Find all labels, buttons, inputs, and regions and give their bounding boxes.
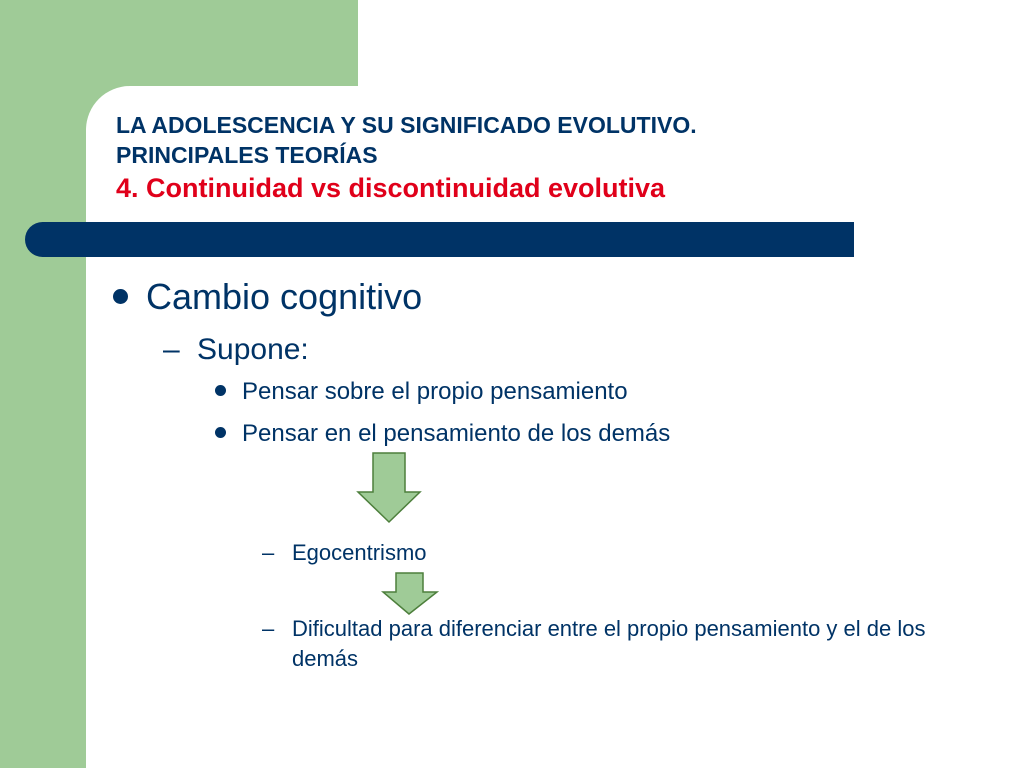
round-bullet-icon [113,289,128,304]
round-bullet-icon [215,385,226,396]
bullet-level3-text: Pensar sobre el propio pensamiento [242,378,628,405]
bullet-level4-item [262,538,982,568]
bullet-level2-text: Supone: [197,333,309,366]
title-line-1: LA ADOLESCENCIA Y SU SIGNIFICADO EVOLUTIVO. [116,112,697,138]
bullet-level2 [163,333,309,367]
bullet-level3-item [215,420,670,448]
bullet-level1-text: Cambio cognitivo [146,276,423,317]
bullet-level1 [113,276,422,318]
bullet-level4-text: Egocentrismo [292,540,427,565]
slide-subtitle: 4. Continuidad vs discontinuidad evolutiva [116,173,666,203]
dash-marker: – [163,333,180,366]
bullet-level3-text: Pensar en el pensamiento de los demás [242,420,671,447]
title-divider-band [25,222,854,257]
round-bullet-icon [215,427,226,438]
slide-title [116,110,876,206]
bullet-level3-item [215,378,628,406]
dash-marker: – [262,616,275,641]
bullet-level4-item [262,614,982,674]
dash-marker: – [262,540,275,565]
down-arrow-icon [381,572,439,616]
bullet-level4-text: Dificultad para diferenciar entre el propio pensamiento y el de los demás [292,616,926,671]
title-line-2: PRINCIPALES TEORÍAS [116,142,378,168]
down-arrow-icon [356,452,422,524]
